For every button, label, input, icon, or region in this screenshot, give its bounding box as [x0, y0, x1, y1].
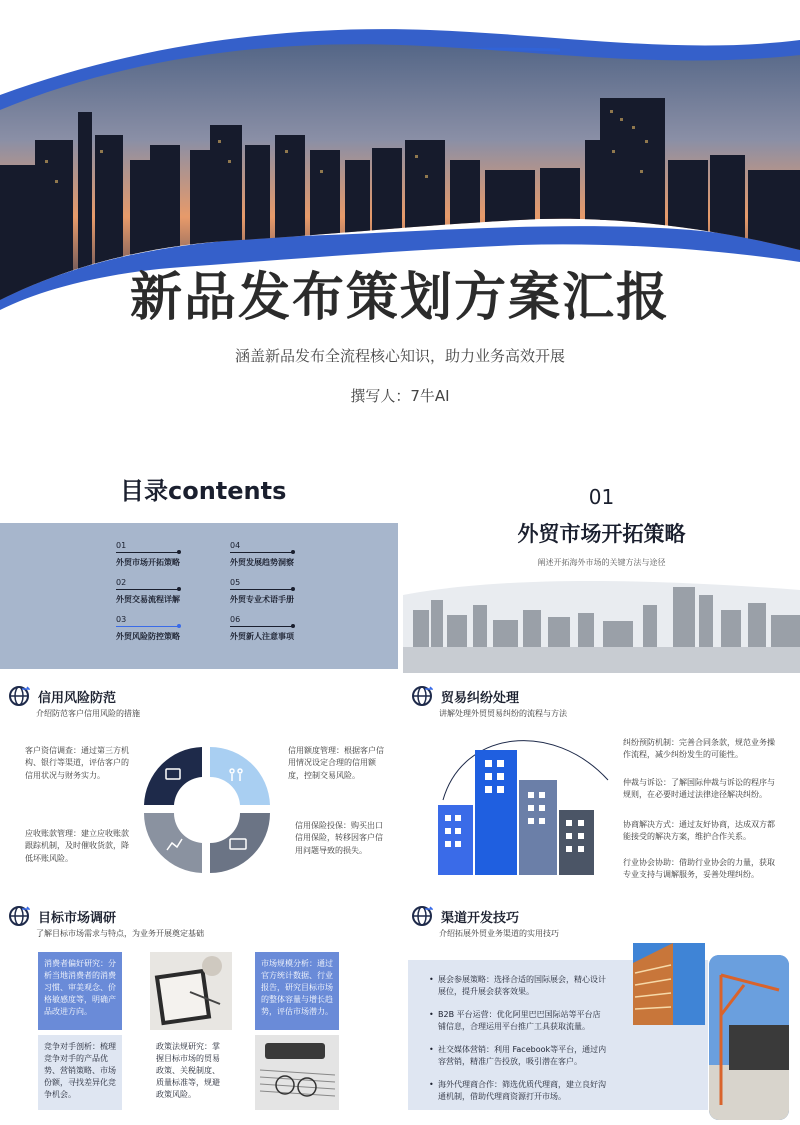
building-photo: [633, 943, 705, 1025]
credit-risk-slide: [0, 675, 400, 890]
quad-ring-diagram: [142, 745, 272, 875]
slide-subtitle: 讲解处理外贸贸易纠纷的流程与方法: [439, 709, 567, 718]
toc-divider: [230, 552, 294, 553]
cover-slide: [0, 0, 800, 440]
cover-author: 撰写人：7牛AI: [350, 387, 450, 405]
toc-item-num: 04: [230, 541, 241, 550]
market-box: 消费者偏好研究：分析当地消费者的消费习惯、审美观念、价格敏感度等，明确产品改进方向。: [38, 952, 122, 1030]
toc-item-num: 01: [116, 541, 127, 550]
channel-slide: [403, 895, 800, 1125]
section-slide: [403, 445, 800, 673]
credit-item-text: 信用保险投保：购买出口信用保险，转移因客户信用问题导致的损失。: [295, 821, 383, 855]
crane-photo: [709, 955, 789, 1120]
notebook-photo: [150, 952, 232, 1030]
channel-item: • 社交媒体营销：利用 Facebook等平台，通过内容营销，精准广告投放，吸引潜在客户。: [438, 1044, 608, 1069]
dispute-item-text: 仲裁与诉讼：了解国际仲裁与诉讼的程序与规则，在必要时通过法律途径解决纠纷。: [623, 778, 775, 800]
dispute-item-text: 协商解决方式：通过友好协商，达成双方都能接受的解决方案，维护合作关系。: [623, 820, 775, 842]
toc-item[interactable]: [116, 615, 186, 642]
slide-title: 目标市场调研: [38, 910, 117, 926]
channel-item: • 海外代理商合作：筛选优质代理商，建立良好沟通机制，借助代理商资源打开市场。: [438, 1079, 608, 1104]
toc-divider: [230, 589, 294, 590]
dispute-item-text: 行业协会协助：借助行业协会的力量，获取专业支持与调解服务，妥善处理纠纷。: [623, 858, 775, 880]
dispute-slide: [403, 675, 800, 890]
toc-divider: [116, 589, 180, 590]
toc-item-label: 外贸新人注意事项: [230, 632, 294, 641]
slide-title: 渠道开发技巧: [441, 910, 520, 926]
dispute-item-text: 纠纷预防机制：完善合同条款，规范业务操作流程，减少纠纷发生的可能性。: [623, 738, 775, 760]
buildings-illustration: [433, 720, 613, 880]
credit-item-text: 信用额度管理：根据客户信用情况设定合理的信用额度，控制交易风险。: [288, 746, 384, 780]
toc-divider: [116, 626, 180, 627]
credit-item-text: 客户资信调查：通过第三方机构、银行等渠道，评估客户的信用状况与财务实力。: [25, 746, 129, 780]
toc-item-num: 03: [116, 615, 127, 624]
slide-title: 信用风险防范: [38, 690, 117, 706]
toc-title: 目录contents: [120, 477, 287, 505]
toc-divider: [116, 552, 180, 553]
market-box: 政策法规研究：掌握目标市场的贸易政策、关税制度、质量标准等，规避政策风险。: [150, 1035, 232, 1110]
toc-item-label: 外贸交易流程详解: [116, 595, 180, 604]
toc-item[interactable]: [230, 541, 300, 568]
slide-subtitle: 介绍防范客户信用风险的措施: [36, 709, 140, 718]
slide-subtitle: 介绍拓展外贸业务渠道的实用技巧: [439, 929, 559, 938]
section-title: 外贸市场开拓策略: [517, 522, 686, 546]
slide-subtitle: 了解目标市场需求与特点，为业务开展奠定基础: [36, 929, 204, 938]
credit-item-text: 应收账款管理：建立应收账款跟踪机制，及时催收货款，降低坏账风险。: [25, 829, 129, 863]
slide-title: 贸易纠纷处理: [441, 690, 520, 706]
globe-icon: [8, 905, 30, 927]
toc-slide: [0, 445, 400, 673]
toc-divider: [230, 626, 294, 627]
section-subtitle: 阐述开拓海外市场的关键方法与途径: [537, 558, 666, 567]
glasses-photo: [255, 1035, 339, 1110]
market-box: 市场规模分析：通过官方统计数据、行业报告，研究目标市场的整体容量与增长趋势，评估市场潜力。: [255, 952, 339, 1030]
toc-item[interactable]: [230, 615, 300, 642]
cover-subtitle: 涵盖新品发布全流程核心知识，助力业务高效开展: [234, 347, 565, 365]
channel-item: • 展会参展策略：选择合适的国际展会，精心设计展位，提升展会获客效果。: [438, 974, 608, 999]
toc-item-label: 外贸专业术语手册: [230, 595, 294, 604]
toc-item-num: 05: [230, 578, 241, 587]
market-research-slide: [0, 895, 400, 1125]
section-number: 01: [588, 485, 615, 509]
globe-icon: [8, 685, 30, 707]
market-box: 竞争对手剖析：梳理竞争对手的产品优势、营销策略、市场份额，寻找差异化竞争机会。: [38, 1035, 122, 1110]
toc-item[interactable]: [116, 541, 186, 568]
globe-icon: [411, 685, 433, 707]
toc-item-label: 外贸发展趋势洞察: [230, 558, 294, 567]
grey-skyline-image: [403, 575, 800, 673]
toc-item-label: 外贸市场开拓策略: [116, 558, 180, 567]
toc-item-num: 06: [230, 615, 241, 624]
toc-band: [0, 523, 398, 669]
globe-icon: [411, 905, 433, 927]
cover-title: 新品发布策划方案汇报: [129, 268, 670, 328]
channel-item: • B2B 平台运营：优化阿里巴巴国际站等平台店铺信息，合理运用平台推广工具获取流量。: [438, 1009, 608, 1034]
toc-item-num: 02: [116, 578, 127, 587]
toc-item[interactable]: [230, 578, 300, 605]
toc-item-label: 外贸风险防控策略: [116, 632, 180, 641]
toc-item[interactable]: [116, 578, 186, 605]
